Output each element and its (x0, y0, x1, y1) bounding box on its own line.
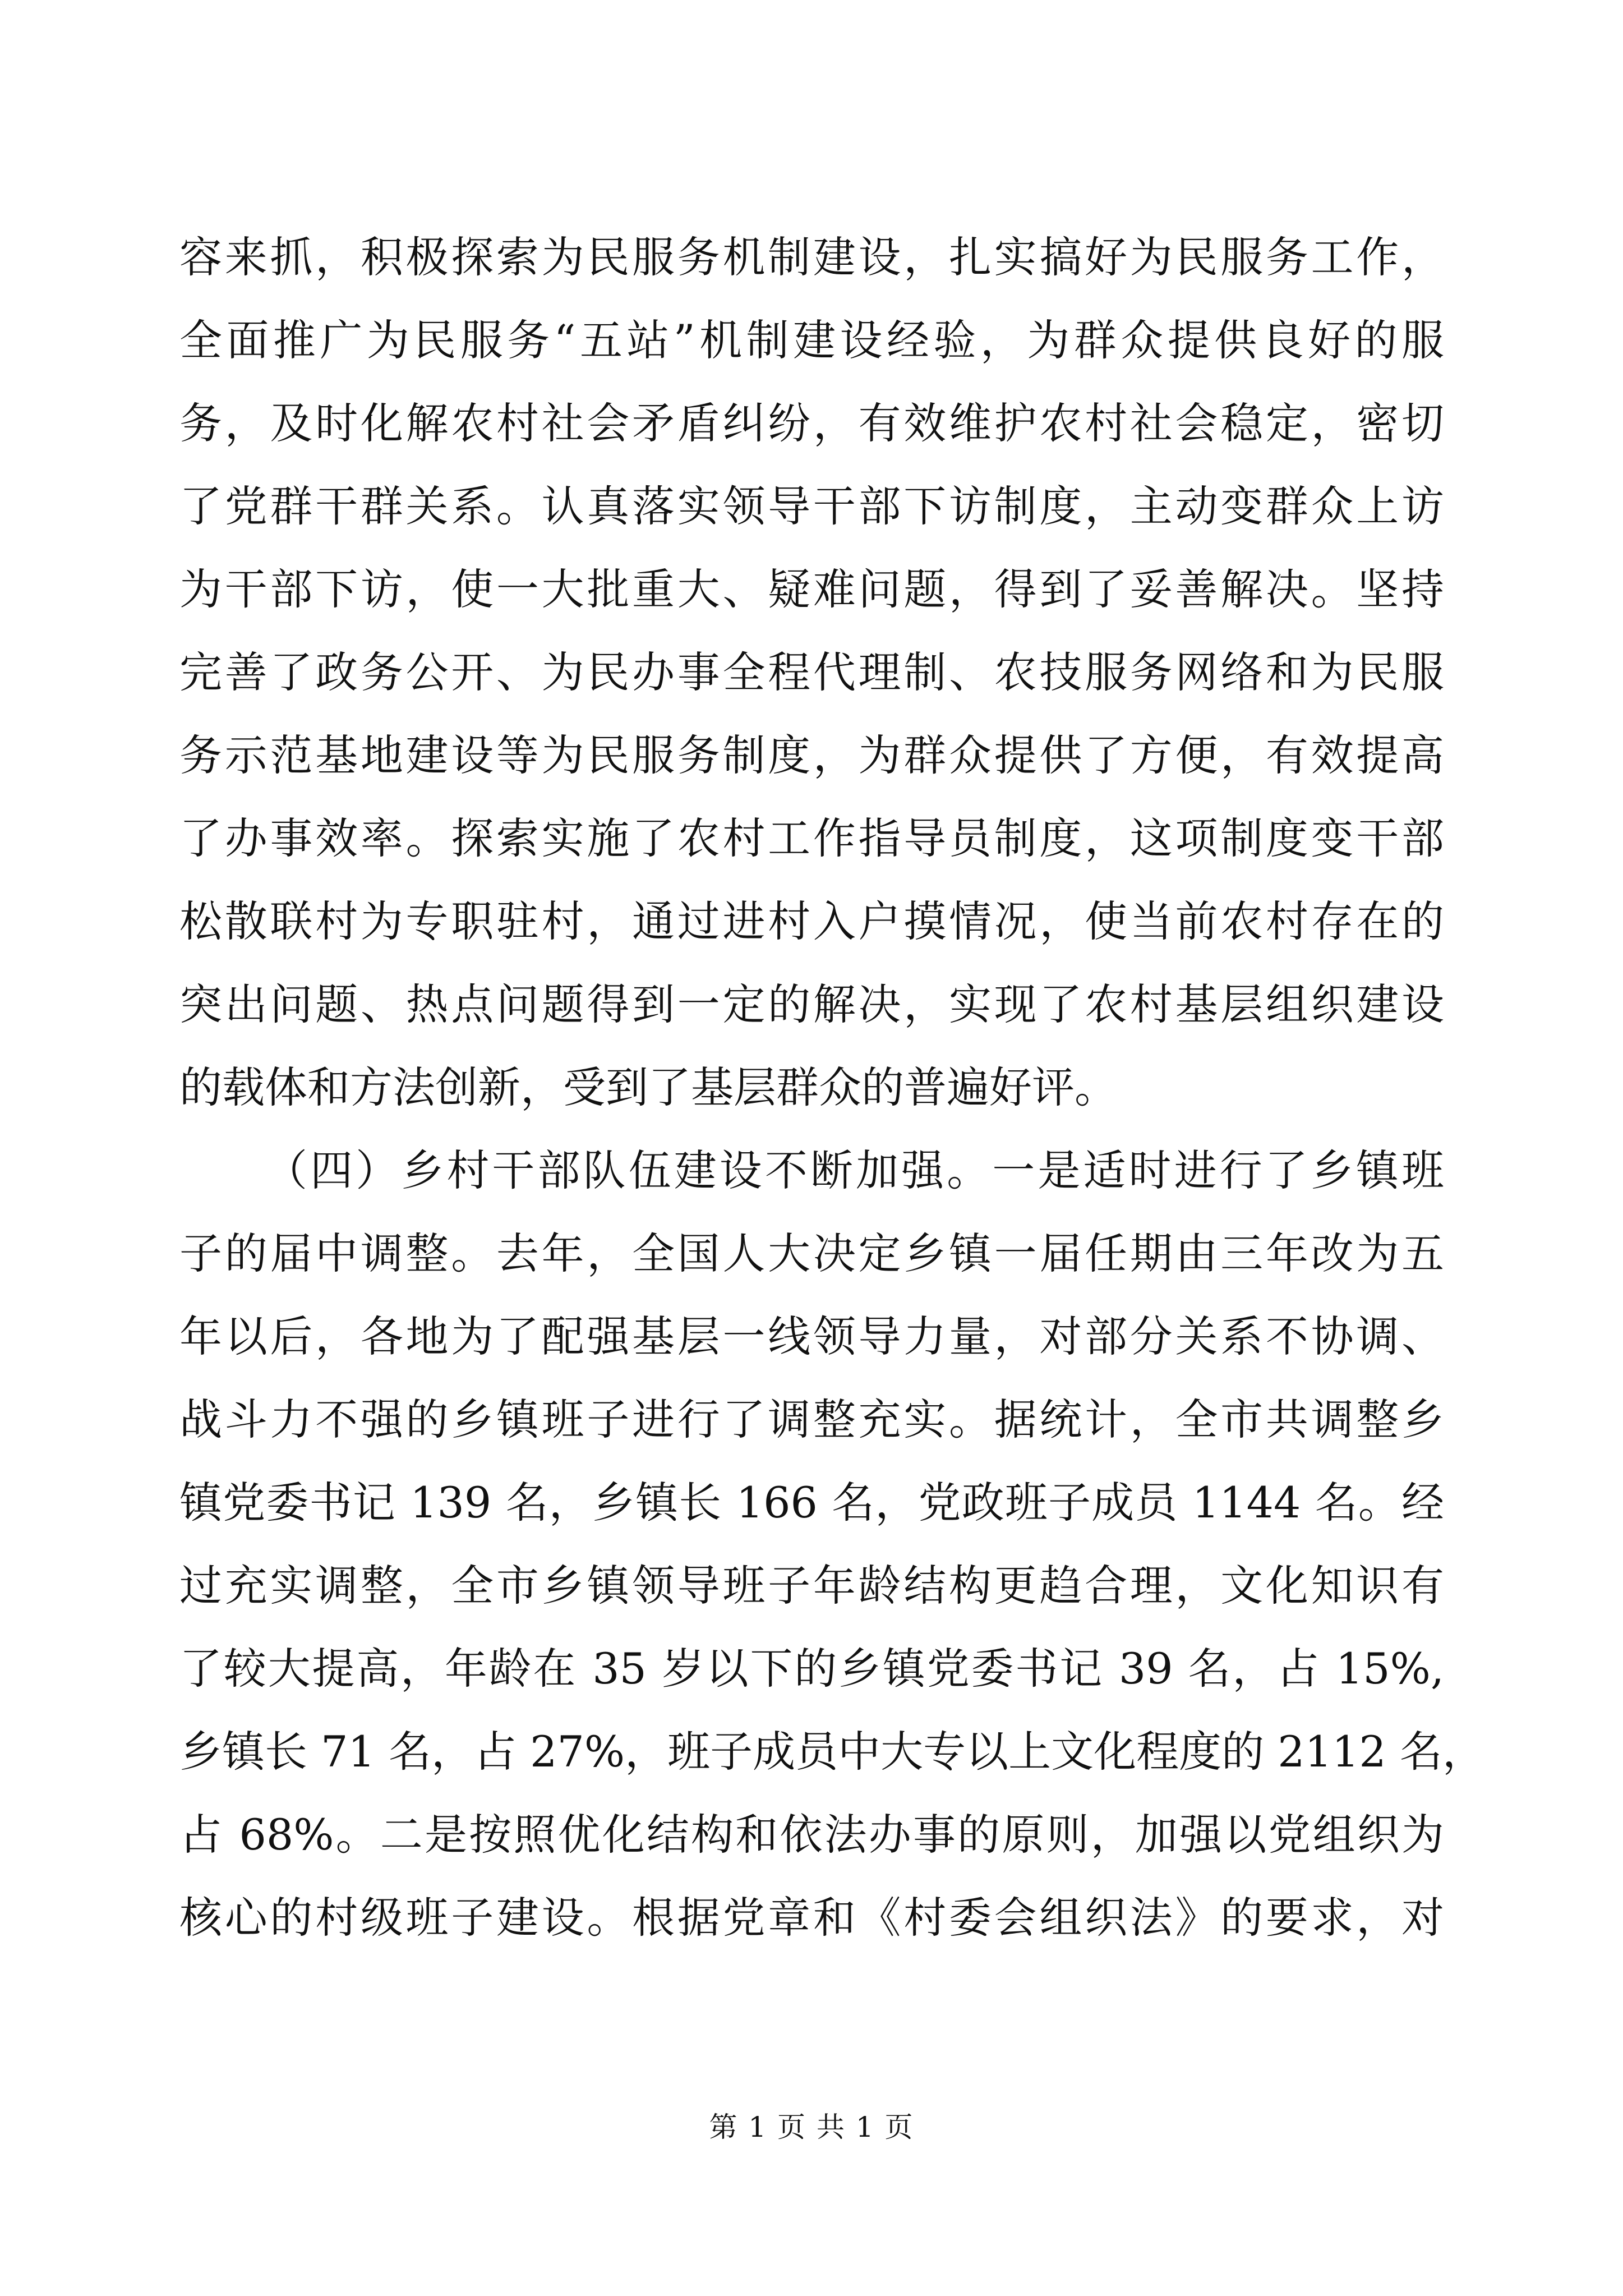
text-line: 占 68%。二是按照优化结构和依法办事的原则，加强以党组织为 (179, 1810, 1444, 1860)
text-line: 松散联村为专职驻村，通过进村入户摸情况，使当前农村存在的 (179, 896, 1444, 946)
text-line: 全面推广为民服务“五站”机制建设经验，为群众提供良好的服 (179, 315, 1444, 365)
body-text (179, 216, 1485, 1959)
text-line: 完善了政务公开、为民办事全程代理制、农技服务网络和为民服 (179, 647, 1444, 697)
text-line: 的载体和方法创新，受到了基层群众的普遍好评。 (179, 1062, 1117, 1112)
text-line: 容来抓，积极探索为民服务机制建设，扎实搞好为民服务工作， (179, 232, 1444, 282)
text-line: 务示范基地建设等为民服务制度，为群众提供了方便，有效提高 (179, 730, 1444, 780)
text-line: 核心的村级班子建设。根据党章和《村委会组织法》的要求，对 (179, 1893, 1444, 1943)
text-line: 务，及时化解农村社会矛盾纠纷，有效维护农村社会稳定，密切 (179, 398, 1444, 448)
text-line: 子的届中调整。去年，全国人大决定乡镇一届任期由三年改为五 (179, 1228, 1444, 1278)
text-line: 年以后，各地为了配强基层一线领导力量，对部分关系不协调、 (179, 1312, 1444, 1361)
text-line: 了办事效率。探索实施了农村工作指导员制度，这项制度变干部 (179, 813, 1444, 863)
text-line: 为干部下访，使一大批重大、疑难问题，得到了妥善解决。坚持 (179, 564, 1444, 614)
text-line: 镇党委书记 139 名，乡镇长 166 名，党政班子成员 1144 名。经 (179, 1478, 1444, 1527)
text-line: 战斗力不强的乡镇班子进行了调整充实。据统计，全市共调整乡 (179, 1395, 1444, 1444)
section-heading-line: （四）乡村干部队伍建设不断加强。一是适时进行了乡镇班 (265, 1145, 1444, 1195)
text-line: 了党群干群关系。认真落实领导干部下访制度，主动变群众上访 (179, 481, 1444, 531)
text-line: 乡镇长 71 名，占 27%，班子成员中大专以上文化程度的 2112 名， (179, 1727, 1485, 1777)
text-line: 过充实调整，全市乡镇领导班子年龄结构更趋合理，文化知识有 (179, 1561, 1444, 1611)
page-footer: 第 1 页 共 1 页 (709, 2111, 914, 2143)
text-line: 了较大提高，年龄在 35 岁以下的乡镇党委书记 39 名，占 15%, (179, 1644, 1444, 1694)
text-line: 突出问题、热点问题得到一定的解决，实现了农村基层组织建设 (179, 979, 1444, 1029)
